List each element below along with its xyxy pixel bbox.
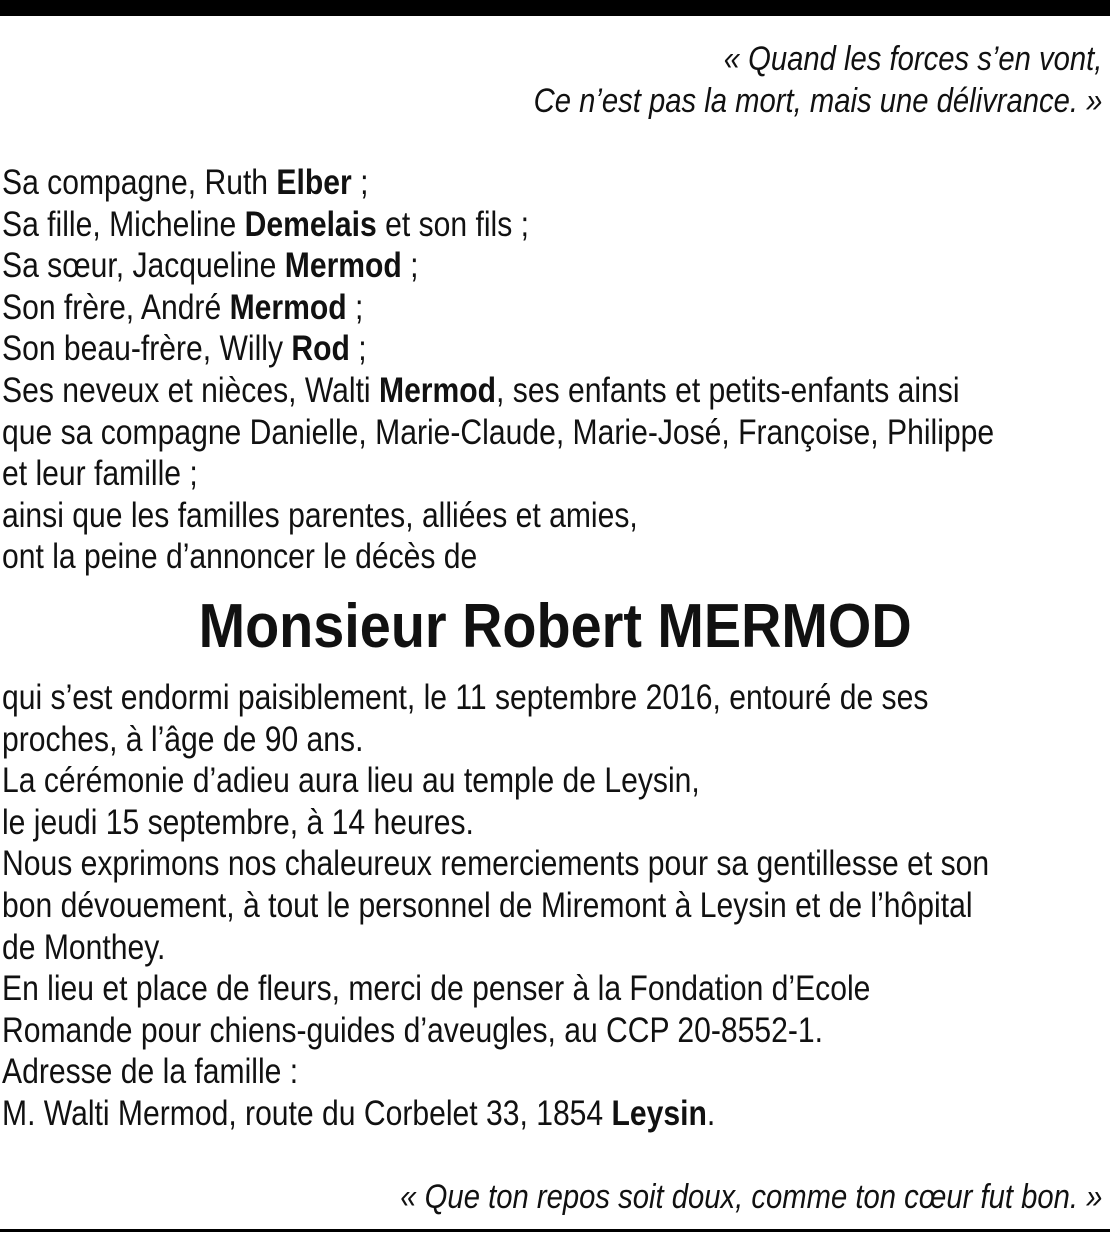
- family-line-text: Sa sœur, Jacqueline: [2, 246, 285, 286]
- family-line-text: Son beau-frère, Willy: [2, 329, 292, 369]
- address-text: .: [706, 1093, 716, 1133]
- family-line: [2, 370, 960, 412]
- details-line: proches, à l’âge de 90 ans.: [2, 719, 364, 759]
- family-line-text: Sa fille, Micheline: [2, 204, 245, 244]
- family-line-text: Son frère, André: [2, 287, 230, 327]
- deceased-name-heading: [0, 590, 1110, 664]
- epigraph: [533, 38, 1102, 122]
- details-line: Nous exprimons nos chaleureux remerciements pour sa gentillesse et son: [2, 844, 990, 884]
- details-line: bon dévouement, à tout le personnel de Miremont à Leysin et de l’hôpital: [2, 885, 973, 925]
- announcement-details: [2, 677, 1110, 1135]
- family-line: [2, 328, 955, 370]
- closing-quote: « Que ton repos soit doux, comme ton cœur fut bon. »: [399, 1178, 1102, 1216]
- family-line-text: ;: [401, 246, 419, 286]
- family-surname: Mermod: [229, 287, 347, 327]
- family-address-line: [2, 1093, 955, 1135]
- details-line: qui s’est endormi paisiblement, le 11 septembre 2016, entouré de ses: [2, 678, 929, 717]
- details-line: La cérémonie d’adieu aura lieu au temple de Leysin,: [2, 761, 700, 801]
- family-surname: Mermod: [378, 370, 497, 410]
- epigraph-line-1: « Quand les forces s’en vont,: [723, 40, 1102, 78]
- bottom-border-rule: [0, 1229, 1110, 1232]
- family-line-text: ;: [351, 163, 369, 202]
- family-surname: Mermod: [284, 246, 402, 286]
- family-line: ainsi que les familles parentes, alliées et amies,: [2, 495, 638, 535]
- family-line: [2, 245, 955, 287]
- details-line: Adresse de la famille :: [2, 1052, 299, 1092]
- family-line: [2, 162, 955, 204]
- top-border-rule: [0, 0, 1110, 16]
- family-line-text: Sa compagne, Ruth: [2, 163, 277, 202]
- family-line: [2, 287, 955, 329]
- details-line: En lieu et place de fleurs, merci de penser à la Fondation d’Ecole: [2, 969, 871, 1009]
- family-line-text: et son fils ;: [376, 204, 530, 244]
- family-surname: Rod: [291, 329, 350, 369]
- deceased-name: Monsieur Robert MERMOD: [198, 592, 912, 661]
- details-line: le jeudi 15 septembre, à 14 heures.: [2, 802, 474, 842]
- family-line: que sa compagne Danielle, Marie-Claude, Marie-José, Françoise, Philippe: [2, 412, 995, 452]
- family-line-text: ;: [346, 287, 364, 327]
- family-line: et leur famille ;: [2, 454, 198, 494]
- family-line: [2, 204, 955, 246]
- details-line: Romande pour chiens-guides d’aveugles, au CCP 20-8552-1.: [2, 1010, 824, 1050]
- family-surname: Elber: [276, 163, 352, 202]
- family-line-text: ;: [349, 329, 367, 369]
- family-surname: Demelais: [244, 204, 377, 244]
- family-line: ont la peine d’annoncer le décès de: [2, 537, 478, 577]
- family-line-text: Ses neveux et nièces, Walti: [2, 370, 379, 410]
- epigraph-line-2: Ce n’est pas la mort, mais une délivrance. »: [533, 82, 1102, 120]
- details-line: de Monthey.: [2, 927, 166, 967]
- address-text: M. Walti Mermod, route du Corbelet 33, 1854: [2, 1093, 612, 1133]
- family-line-text: , ses enfants et petits-enfants ainsi: [496, 370, 960, 410]
- address-town: Leysin: [611, 1093, 707, 1133]
- family-list: [2, 162, 1110, 578]
